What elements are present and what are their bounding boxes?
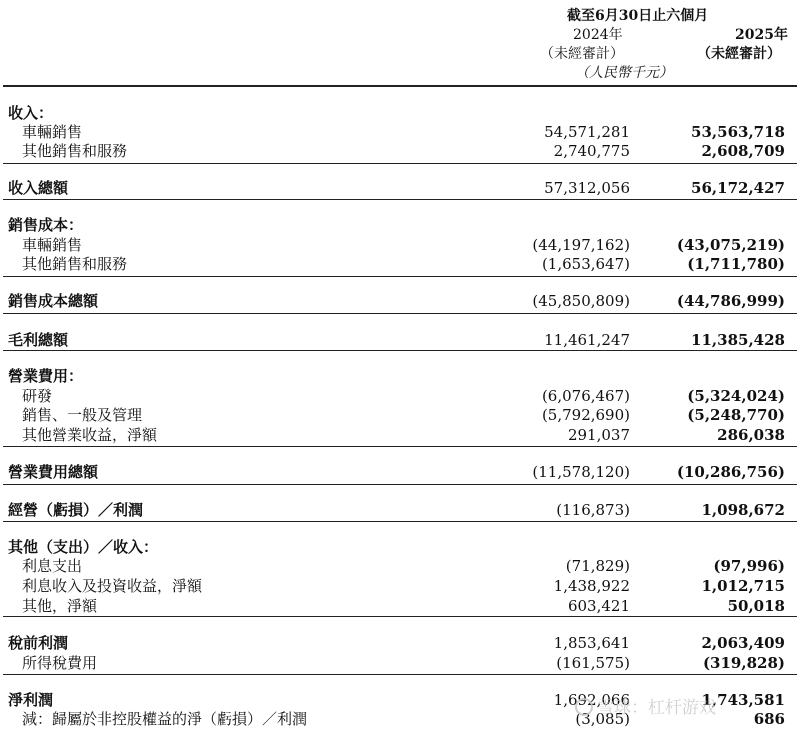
value-2024: (11,578,120) bbox=[532, 463, 630, 481]
unaudited-2025-note: （未經審計） bbox=[697, 46, 781, 62]
table-row bbox=[0, 178, 800, 198]
value-2024: 1,692,066 bbox=[553, 691, 630, 709]
row-label: 利息支出 bbox=[22, 557, 83, 575]
value-2025: 1,098,672 bbox=[701, 501, 785, 519]
row-label: 減：歸屬於非控股權益的淨（虧損）／利潤 bbox=[22, 710, 308, 728]
value-2025: 56,172,427 bbox=[691, 179, 785, 197]
row-label: 銷售成本總額 bbox=[8, 292, 99, 310]
value-2024: (71,829) bbox=[565, 557, 630, 575]
row-label: 營業費用總額 bbox=[8, 463, 99, 481]
row-label: 經營（虧損）／利潤 bbox=[8, 501, 144, 519]
table-row bbox=[0, 462, 800, 482]
value-2025: (43,075,219) bbox=[676, 236, 785, 254]
value-2025: 286,038 bbox=[717, 426, 785, 444]
row-label: 淨利潤 bbox=[8, 691, 54, 709]
value-2024: (3,085) bbox=[575, 710, 630, 728]
row-label: 車輛銷售 bbox=[22, 123, 83, 141]
value-2024: 11,461,247 bbox=[544, 331, 630, 349]
row-label: 其他銷售和服務 bbox=[22, 255, 128, 273]
value-2025: (10,286,756) bbox=[676, 463, 785, 481]
value-2025: 1,743,581 bbox=[701, 691, 785, 709]
row-label: 收入： bbox=[8, 104, 54, 122]
section-divider bbox=[3, 276, 797, 277]
table-row bbox=[0, 235, 800, 255]
currency-note: （人民幣千元） bbox=[575, 65, 673, 81]
section-divider bbox=[3, 313, 797, 314]
year-2024-heading: 2024年 bbox=[573, 27, 623, 43]
row-label: 利息收入及投資收益，淨額 bbox=[22, 577, 203, 595]
row-label: 稅前利潤 bbox=[8, 634, 69, 652]
value-2025: (44,786,999) bbox=[676, 292, 785, 310]
table-row bbox=[0, 537, 800, 557]
row-label: 其他營業收益，淨額 bbox=[22, 426, 158, 444]
value-2025: (97,996) bbox=[713, 557, 785, 575]
row-label: 收入總額 bbox=[8, 179, 69, 197]
watermark-text: 雪球：杠杆游戏 bbox=[597, 698, 716, 718]
value-2024: (45,850,809) bbox=[532, 292, 630, 310]
row-label: 其他，淨額 bbox=[22, 597, 98, 615]
header-rule bbox=[3, 85, 797, 87]
table-row bbox=[0, 366, 800, 386]
table-row bbox=[0, 330, 800, 350]
row-label: 研發 bbox=[22, 387, 53, 405]
value-2024: (116,873) bbox=[556, 501, 630, 519]
value-2024: (161,575) bbox=[556, 654, 630, 672]
section-divider bbox=[3, 484, 797, 485]
table-row bbox=[0, 653, 800, 673]
table-row bbox=[0, 556, 800, 576]
globe-icon bbox=[575, 698, 593, 716]
row-label: 其他（支出）／收入： bbox=[8, 538, 159, 556]
row-label: 營業費用： bbox=[8, 367, 84, 385]
value-2024: 54,571,281 bbox=[544, 123, 630, 141]
row-label: 銷售、一般及管理 bbox=[22, 406, 143, 424]
value-2024: (6,076,467) bbox=[541, 387, 630, 405]
section-divider bbox=[3, 521, 797, 522]
table-row bbox=[0, 254, 800, 274]
year-2025-heading: 2025年 bbox=[735, 27, 788, 43]
table-row bbox=[0, 386, 800, 406]
table-row bbox=[0, 596, 800, 616]
table-row bbox=[0, 141, 800, 161]
watermark bbox=[575, 697, 716, 719]
period-heading: 截至6月30日止六個月 bbox=[567, 8, 709, 24]
value-2025: (5,248,770) bbox=[687, 406, 785, 424]
table-row bbox=[0, 633, 800, 653]
value-2025: 53,563,718 bbox=[691, 123, 785, 141]
value-2024: 603,421 bbox=[567, 597, 630, 615]
section-divider bbox=[3, 616, 797, 617]
row-label: 毛利總額 bbox=[8, 331, 69, 349]
value-2025: 2,063,409 bbox=[701, 634, 785, 652]
section-divider bbox=[3, 446, 797, 447]
row-label: 所得稅費用 bbox=[22, 654, 98, 672]
value-2024: 57,312,056 bbox=[544, 179, 630, 197]
table-row bbox=[0, 291, 800, 311]
value-2025: 50,018 bbox=[727, 597, 785, 615]
value-2024: (1,653,647) bbox=[541, 255, 630, 273]
table-row bbox=[0, 405, 800, 425]
section-divider bbox=[3, 163, 797, 164]
table-row bbox=[0, 103, 800, 123]
value-2025: (5,324,024) bbox=[687, 387, 785, 405]
value-2024: (5,792,690) bbox=[541, 406, 630, 424]
section-divider bbox=[3, 199, 797, 200]
value-2025: 2,608,709 bbox=[701, 142, 785, 160]
value-2024: 1,853,641 bbox=[553, 634, 630, 652]
value-2024: 1,438,922 bbox=[553, 577, 630, 595]
row-label: 車輛銷售 bbox=[22, 236, 83, 254]
table-row bbox=[0, 215, 800, 235]
value-2024: (44,197,162) bbox=[532, 236, 630, 254]
table-row bbox=[0, 500, 800, 520]
value-2025: (1,711,780) bbox=[687, 255, 785, 273]
value-2025: 11,385,428 bbox=[691, 331, 785, 349]
section-divider bbox=[3, 350, 797, 351]
value-2025: 1,012,715 bbox=[701, 577, 785, 595]
table-row bbox=[0, 425, 800, 445]
value-2025: (319,828) bbox=[702, 654, 785, 672]
unaudited-2024-note: （未經審計） bbox=[540, 46, 624, 62]
value-2024: 291,037 bbox=[567, 426, 630, 444]
table-row bbox=[0, 122, 800, 142]
value-2025: 686 bbox=[753, 710, 785, 728]
row-label: 其他銷售和服務 bbox=[22, 142, 128, 160]
section-divider bbox=[3, 674, 797, 675]
row-label: 銷售成本： bbox=[8, 216, 84, 234]
value-2024: 2,740,775 bbox=[553, 142, 630, 160]
table-row bbox=[0, 576, 800, 596]
